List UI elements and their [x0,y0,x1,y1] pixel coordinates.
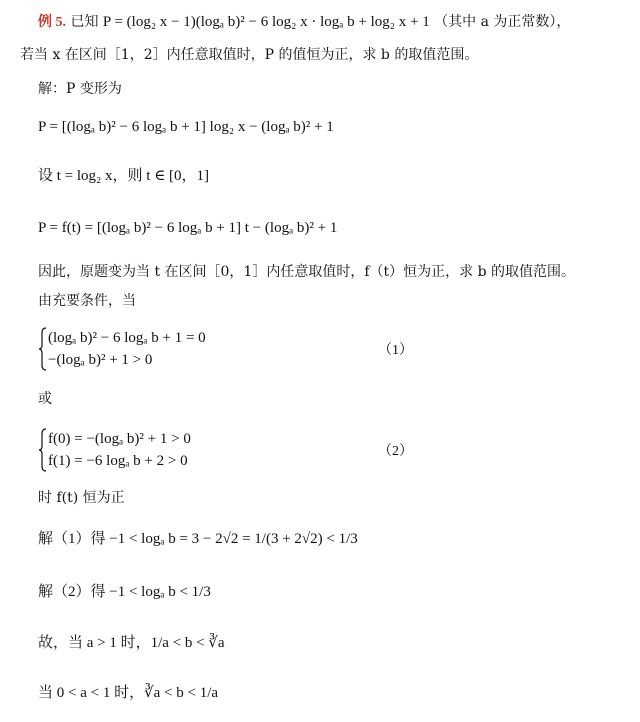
equation-tag-1: （1） [378,343,413,358]
solution-2: 解（2）得 −1 < logₐ b < 1/3 [38,584,211,600]
case-a-greater-1: 故，当 a > 1 时，1/a < b < ∛a [38,635,225,651]
system-2 [38,428,298,472]
solution-1: 解（1）得 −1 < logₐ b = 3 − 2√2 = 1/(3 + 2√2) < 1/3 [38,531,358,547]
case-a-less-1: 当 0 < a < 1 时，∛a < b < 1/a [38,685,219,701]
system-1-row-1: (logₐ b)² − 6 logₐ b + 1 = 0 [48,330,206,346]
problem-note: （其中 a 为正常数）， [434,14,571,30]
restated-problem: 因此，原题变为当 t 在区间［0，1］内任意取值时，f（t）恒为正，求 b 的取值范围。 [38,264,576,280]
problem-statement-line2: 若当 x 在区间［1，2］内任意取值时，P 的值恒为正，求 b 的取值范围。 [20,47,479,63]
or-label: 或 [38,391,52,407]
system-1-row-2: −(logₐ b)² + 1 > 0 [48,352,153,368]
example-label: 例 5. [38,15,66,30]
left-brace-icon [38,327,48,371]
system-2-row-1: f(0) = −(logₐ b)² + 1 > 0 [48,431,191,447]
set-t-line: 设 t = log₂ x，则 t ∈ [0，1] [38,168,210,184]
f-of-t-formula: P = f(t) = [(logₐ b)² − 6 logₐ b + 1] t − (logₐ b)² + 1 [38,220,338,236]
system-1 [38,327,298,371]
condition-line: 由充要条件，当 [38,293,136,309]
problem-statement-line1 [38,13,570,32]
problem-formula: P = (log₂ x − 1)(logₐ b)² − 6 log₂ x · logₐ b + log₂ x + 1 [102,14,430,30]
problem-intro: 已知 [70,14,99,30]
then-line: 时 f(t) 恒为正 [38,490,125,506]
left-brace-icon [38,428,48,472]
p-rewritten-formula: P = [(logₐ b)² − 6 logₐ b + 1] log₂ x − (logₐ b)² + 1 [38,119,334,135]
solution-intro: 解：P 变形为 [38,81,122,97]
equation-tag-2: （2） [378,444,413,459]
system-2-row-2: f(1) = −6 logₐ b + 2 > 0 [48,453,188,469]
